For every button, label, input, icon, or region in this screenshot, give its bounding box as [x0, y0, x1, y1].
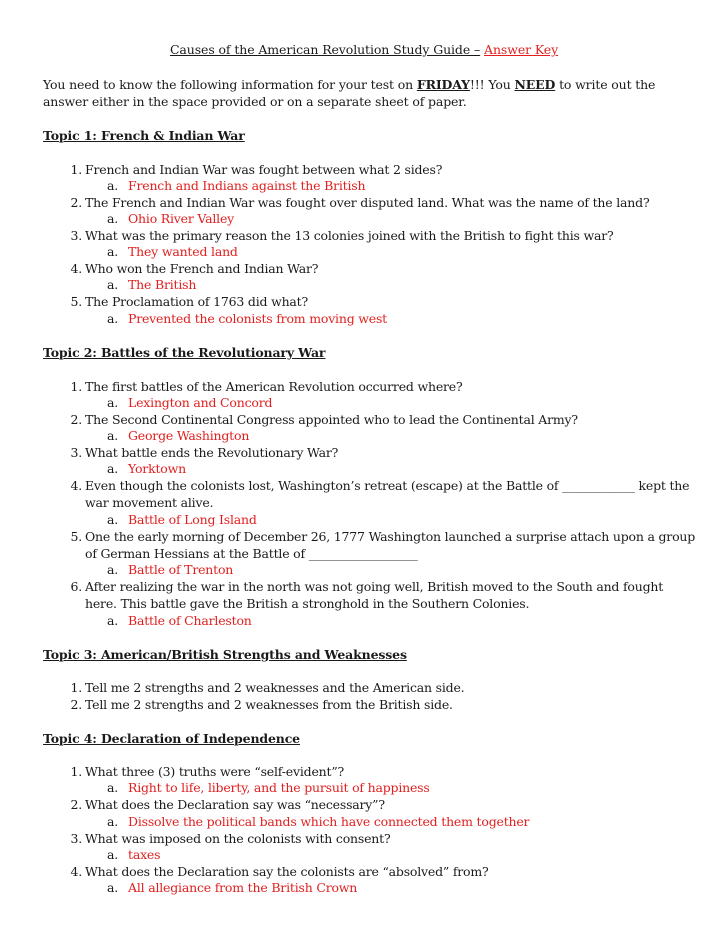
page-title: [0, 42, 728, 57]
topic-heading: Topic 2: Battles of the Revolutionary War: [43, 345, 326, 360]
need-emphasis: NEED: [514, 77, 556, 92]
topic-heading: Topic 3: American/British Strengths and Weaknesses: [43, 647, 407, 662]
topic-heading: Topic 4: Declaration of Independence: [43, 731, 300, 746]
title-answer-key: Answer Key: [484, 42, 559, 57]
title-main: Causes of the American Revolution Study Guide –: [169, 42, 481, 57]
topic-heading: Topic 1: French & Indian War: [43, 128, 245, 143]
intro-paragraph: You need to know the following information for your test on FRIDAY!!! You NEED to write out the answer either in the space provided or on a separate sheet of paper.: [43, 77, 656, 109]
study-guide-page: Causes of the American Revolution Study Guide – Answer Key You need to know the following information for your test on FRIDAY!!! You NEED to write out the answer either in the space provided or on a separate sheet of paper. Topic 1: French & Indian War 1. French and Indian War was fought between what 2 sides? a. French and Indians against the British 2. The French and Indian War was fought over disputed land. What was the name of the land? a. Ohio River Valley 3. What was the primary reason the 13 colonies joined with the British to fight this war? a. They wanted land 4. Who won the French and Indian War? a. The British 5. The Proclamation of 1763 did what? a. Prevented the colonists from moving west Topic 2: Battles of the Revolutionary War 1. The first battles of the American Revolution occurred where? a. Lexington and Concord 2. The Second Continental Congress appointed who to lead the Continental Army? a. George Washington 3. What battle ends the Revolutionary War? a. Yorktown 4. Even though the colonists lost, Washington’s retreat (escape) at the Battle of ____________ kept the war movement alive. a. Battle of Long Island 5. One the early morning of December 26, 1777 Washington launched a surprise attach upon a group of German Hessians at the Battle of __________________ a. Battle of Trenton 6. After realizing the war in the north was not going well, British moved to the South and fought here. This battle gave the British a stronghold in the Southern Colonies. a. Battle of Charleston Topic 3: American/British Strengths and Weaknesses 1. Tell me 2 strengths and 2 weaknesses and the American side. 2. Tell me 2 strengths and 2 weaknesses from the British side. Topic 4: Declaration of Independence 1. What three (3) truths were “self-evident”? a. Right to life, liberty, and the pursuit of happiness 2. What does the Declaration say was “necessary”? a. Dissolve the political bands which have connected them together 3. What was imposed on the colonists with consent? a. taxes 4. What does the Declaration say the colonists are “absolved” from? a. All allegiance from the British Crown: [0, 0, 728, 942]
friday-emphasis: FRIDAY: [416, 77, 470, 92]
